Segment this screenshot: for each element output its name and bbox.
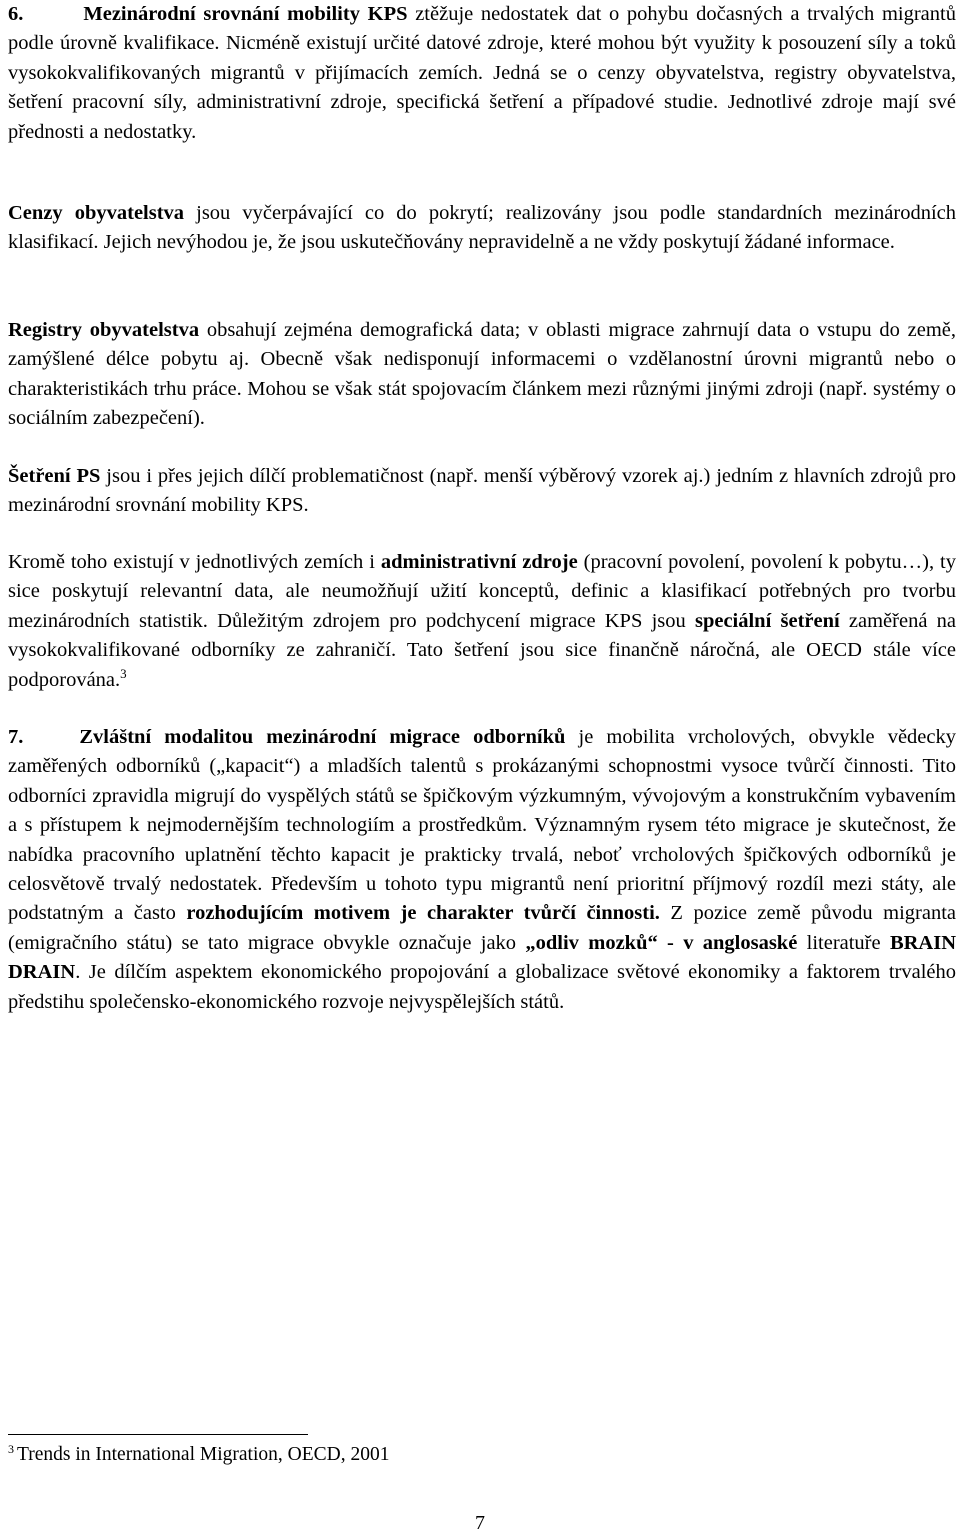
paragraph-text: jsou vyčerpávající co do pokrytí; realizovány jsou podle standardních mezinárodních klasifikací. Jejich nevýhodou je, že jsou uskutečňovány nepravidelně a ne vždy poskytují žádané informace.: [8, 202, 956, 254]
paragraph-krome: [8, 548, 956, 695]
section-number: 7.: [8, 726, 24, 748]
paragraph-text: Z pozice země původu migranta (emigračního státu) se tato migrace obvykle označuje jako: [8, 902, 957, 954]
footnote: [8, 1442, 389, 1468]
paragraph-text: jsou i přes jejich dílčí problematičnost (např. menší výběrový vzorek aj.) jedním z hlavních zdrojů pro mezinárodní srovnání mobility KPS.: [8, 465, 957, 517]
paragraph-text: ztěžuje nedostatek dat o pohybu dočasných a trvalých migrantů podle úrovně kvalifikace. Nicméně existují určité datové zdroje, které mohou být využity k posouzení síly a toků vysokokvalifikovaných migrantů v přijímacích zemích. Jedná se o cenzy obyvatelstva, registry obyvatelstva, šetření pracovní síly, administrativní zdroje, specifická šetření a případové studie. Jednotlivé zdroje mají své přednosti a nedostatky.: [8, 3, 956, 143]
footnote-mark: 3: [8, 1441, 14, 1456]
paragraph-text: (pracovní povolení, povolení k pobytu…), ty sice poskytují relevantní data, ale neumožňují užití konceptů, definic a klasifikací potřebných pro tvorbu mezinárodních statistik. Důležitým zdrojem pro podchycení migrace KPS jsou: [8, 551, 956, 632]
bold-phrase: BRAIN DRAIN: [8, 931, 957, 984]
bold-phrase: „odliv mozků“ - v anglosaské: [525, 931, 798, 954]
footnote-reference[interactable]: 3: [120, 665, 127, 681]
paragraph-cenzy: [8, 199, 956, 258]
paragraph-text: zaměřená na vysokokvalifikované odborníky ze zahraničí. Tato šetření jsou sice finančně náročná, ale OECD stále více podporována.: [8, 609, 956, 691]
term-registry: Registry obyvatelstva: [8, 319, 200, 341]
paragraph-setreni: [8, 462, 956, 521]
paragraph-section-7: [8, 723, 956, 1017]
section-heading: Zvláštní modalitou mezinárodní migrace odborníků: [79, 726, 566, 748]
bold-phrase: rozhodujícím motivem je charakter tvůrčí činnosti.: [186, 902, 660, 925]
paragraph-text: je mobilita vrcholových, obvykle vědecky zaměřených odborníků („kapacit“) a mladších talentů s prokázanými schopnostmi vysoce tvůrčí činnosti. Tito odborníci zpravidla migrují do vyspělých států se špičkovým výzkumným, vývojovým a konstrukčním vybavením a s přístupem k nejmodernějším technologiím a prostředkům. Významným rysem této migrace je skutečnost, že nabídka pracovního uplatnění těchto kapacit je prakticky trvalá, neboť vrcholových špičkových odborníků je celosvětově trvalý nedostatek. Především u tohoto typu migrantů není prioritní příjmový rozdíl mezi státy, ale podstatným a často: [8, 726, 956, 925]
footnote-text: Trends in International Migration, OECD, 2001: [17, 1444, 390, 1465]
page-number: 7: [475, 1512, 485, 1534]
paragraph-registry: [8, 316, 956, 434]
term-specialni-setreni: speciální šetření: [694, 609, 840, 632]
footnote-separator: [8, 1434, 308, 1435]
paragraph-text: literatuře: [797, 931, 890, 954]
paragraph-text: . Je dílčím aspektem ekonomického propojování a globalizace světové ekonomiky a faktorem trvalého předstihu společensko-ekonomického rozvoje nejvyspělejších států.: [8, 961, 956, 1013]
paragraph-text: Kromě toho existují v jednotlivých zemích i: [8, 551, 381, 573]
paragraph-section-6: [8, 0, 956, 147]
section-number: 6.: [8, 3, 24, 25]
section-heading: Mezinárodní srovnání mobility KPS: [83, 3, 408, 25]
term-administrativni-zdroje: administrativní zdroje: [380, 551, 578, 573]
term-cenzy: Cenzy obyvatelstva: [8, 202, 185, 224]
term-setreni: Šetření PS: [8, 465, 101, 487]
paragraph-text: obsahují zejména demografická data; v oblasti migrace zahrnují data o vstupu do země, zamýšlené délce pobytu aj. Obecně však nedisponují informacemi o vzdělanostní úrovni migrantů nebo o charakteristikách trhu práce. Mohou se však stát spojovacím článkem mezi různými jinými zdroji (např. systémy o sociálním zabezpečení).: [8, 319, 956, 430]
